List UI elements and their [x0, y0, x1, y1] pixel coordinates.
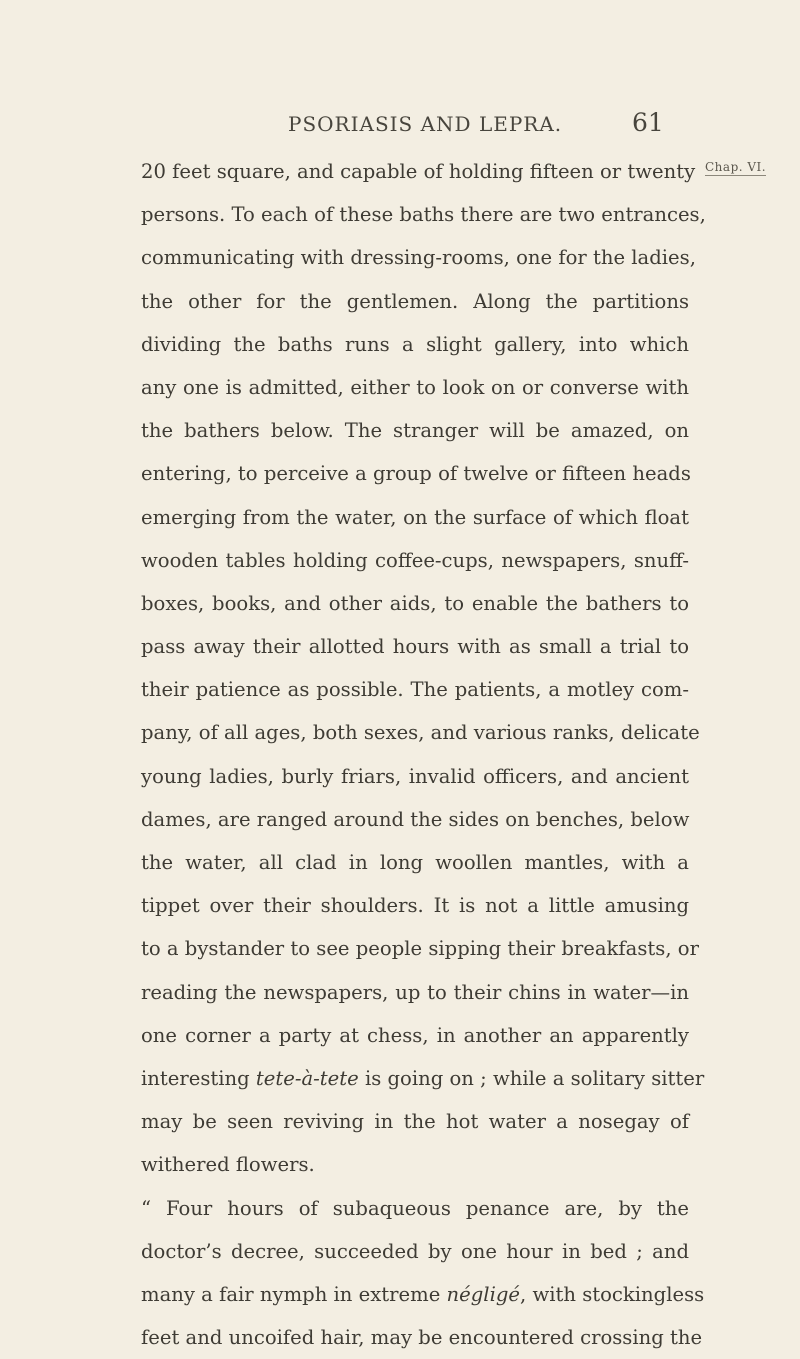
text-line: their patience as possible. The patients, a motley com-	[141, 678, 689, 702]
text-line: reading the newspapers, up to their chins in water—in	[141, 980, 689, 1004]
text-line: young ladies, burly friars, invalid officers, and ancient	[141, 764, 689, 788]
chapter-margin-note: Chap. VI.	[705, 160, 767, 174]
running-title: PSORIASIS AND LEPRA.	[288, 112, 563, 136]
body-text	[141, 150, 706, 1359]
text-line: 20 feet square, and capable of holding fifteen or twenty	[141, 160, 696, 183]
text-line: the water, all clad in long woollen mantles, with a	[141, 851, 689, 874]
text-line: dames, are ranged around the sides on benches, below	[141, 807, 690, 831]
italic-phrase: tete-à-tete	[255, 1066, 359, 1090]
text-line: communicating with dressing-rooms, one for the ladies,	[141, 246, 696, 270]
page-number: 61	[632, 108, 664, 137]
text-line: tippet over their shoulders. It is not a little amusing	[141, 894, 689, 918]
text-segment: interesting	[141, 1066, 256, 1090]
text-line: feet and uncoifed hair, may be encountered crossing the	[141, 1326, 703, 1350]
text-line	[141, 1273, 705, 1316]
italic-phrase: négligé	[446, 1282, 520, 1306]
text-line: pany, of all ages, both sexes, and various ranks, delicate	[141, 721, 700, 745]
text-line: the bathers below. The stranger will be amazed, on	[141, 419, 689, 443]
text-line: dividing the baths runs a slight gallery, into which	[141, 332, 689, 356]
text-line: entering, to perceive a group of twelve or fifteen heads	[141, 462, 691, 486]
text-line: withered flowers.	[141, 1153, 315, 1177]
text-line: wooden tables holding coffee-cups, newspapers, snuff-	[141, 548, 689, 572]
text-line: may be seen reviving in the hot water a nosegay of	[141, 1110, 689, 1134]
text-line: “ Four hours of subaqueous penance are, by the	[141, 1196, 689, 1220]
text-line: boxes, books, and other aids, to enable the bathers to	[141, 591, 689, 615]
text-line: the other for the gentlemen. Along the partitions	[141, 289, 689, 313]
text-line: emerging from the water, on the surface of which float	[141, 505, 689, 529]
text-line: pass away their allotted hours with as small a trial to	[141, 635, 689, 659]
text-segment: many a fair nymph in extreme	[141, 1282, 447, 1306]
text-line: persons. To each of these baths there are two entrances,	[141, 203, 706, 227]
text-line: any one is admitted, either to look on or converse with	[141, 375, 689, 399]
text-line	[141, 1057, 705, 1100]
text-segment: , with stockingless	[519, 1282, 705, 1306]
text-segment: is going on ; while a solitary sitter	[358, 1066, 705, 1090]
text-line: doctor’s decree, succeeded by one hour in bed ; and	[141, 1239, 689, 1263]
text-line: to a bystander to see people sipping their breakfasts, or	[141, 937, 699, 961]
text-line: one corner a party at chess, in another an apparently	[141, 1023, 689, 1047]
